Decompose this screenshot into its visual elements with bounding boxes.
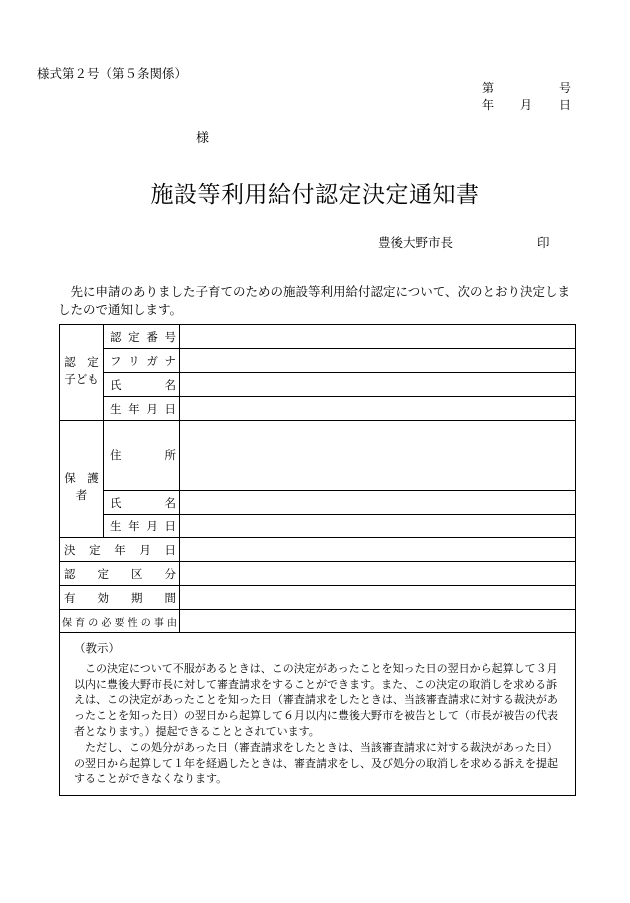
label-char: 由 — [167, 617, 177, 629]
label-char: 年 — [128, 519, 140, 533]
label-char: 氏 — [110, 377, 122, 392]
label-char: ガ — [146, 353, 158, 368]
label-char: の — [140, 617, 151, 629]
date-day: 日 — [559, 98, 572, 112]
notice-paragraph: この決定について不服があるときは、この決定があったことを知った日の翌日から起算して３月以内に豊後大野市長に対して審査請求をすることができます。また、この決定の取消しを求める訴えは、この決定があったことを知った日（審査請求をしたときは、当該審査請求に対する裁決があったことを知った日）の翌日から起算して６月以内に豊後大野市を被告として（市長が被告の代表者となります。）提起できることとされています。 — [74, 661, 558, 738]
legal-notice — [74, 641, 566, 787]
certification-form — [59, 324, 576, 796]
label-char: 要 — [114, 617, 125, 629]
date-month: 月 — [520, 98, 533, 112]
number-prefix: 第 — [482, 81, 495, 95]
label-char: 認 — [110, 329, 122, 344]
label-char: の — [88, 617, 99, 629]
notice-title: （教示） — [74, 641, 120, 655]
row-divider — [60, 632, 576, 633]
label-char: フ — [110, 353, 122, 368]
label-char: 区 — [131, 566, 143, 581]
label-child-name — [110, 373, 176, 396]
label-furigana — [110, 349, 176, 372]
label-guardian-birthdate — [110, 515, 176, 537]
guardian-group-label: 保 護 者 — [64, 471, 111, 502]
label-char: 定 — [128, 329, 140, 344]
label-char: 号 — [164, 329, 176, 344]
label-char: 日 — [164, 401, 176, 416]
label-char: 日 — [164, 542, 176, 557]
label-char: 年 — [128, 401, 140, 416]
label-char: 保 — [62, 617, 72, 629]
number-suffix: 号 — [559, 81, 572, 95]
date-year: 年 — [482, 98, 495, 112]
label-char: 分 — [164, 566, 176, 581]
label-char: 必 — [101, 617, 112, 629]
intro-text: 先に申請のありました子育てのための施設等利用給付認定について、次のとおり決定しましたので通知します。 — [58, 284, 571, 317]
label-char: 定 — [97, 566, 109, 581]
label-char: 名 — [164, 495, 176, 510]
label-char: 効 — [97, 590, 109, 605]
label-char: 性 — [127, 617, 138, 629]
document-title: 施設等利用給付認定決定通知書 — [150, 182, 480, 208]
row-divider — [60, 420, 576, 421]
form-number: 様式第２号（第５条関係） — [37, 66, 188, 81]
label-validity-period — [64, 586, 176, 609]
label-char: 認 — [64, 566, 76, 581]
label-char: 名 — [164, 377, 176, 392]
label-char: 月 — [139, 542, 151, 557]
addressee-suffix: 様 — [196, 131, 210, 146]
label-char: 有 — [64, 590, 76, 605]
label-char: 間 — [164, 590, 176, 605]
label-guardian-name — [110, 491, 176, 514]
column-divider — [179, 325, 180, 632]
label-char: 所 — [164, 448, 176, 462]
label-care-necessity-reason — [62, 610, 177, 632]
label-certification-category — [64, 562, 176, 585]
notice-paragraph: ただし、この処分があった日（審査請求をしたときは、当該審査請求に対する裁決があった日）の翌日から起算して１年を経過したときは、審査請求をし、及び処分の取消しを求める訴えを提起することができなくなります。 — [74, 740, 558, 786]
label-char: 事 — [153, 617, 164, 629]
label-char: 定 — [89, 542, 101, 557]
label-char: 月 — [146, 519, 158, 533]
label-char: 育 — [75, 617, 86, 629]
column-divider — [103, 325, 104, 537]
label-char: 決 — [64, 542, 76, 557]
label-char: 生 — [110, 519, 122, 533]
label-char: 住 — [110, 448, 122, 462]
label-char: 氏 — [110, 495, 122, 510]
child-group-line1: 認 定 — [64, 355, 99, 369]
issuer-seal: 印 — [537, 235, 550, 250]
label-char: 期 — [131, 590, 143, 605]
label-char: ナ — [164, 353, 176, 368]
label-char: 生 — [110, 401, 122, 416]
label-char: 番 — [146, 329, 158, 344]
label-char: 年 — [114, 542, 126, 557]
label-char: 月 — [146, 401, 158, 416]
label-decision-date — [64, 538, 176, 561]
label-address — [110, 445, 176, 465]
document-number-block — [482, 79, 572, 113]
label-char: 日 — [164, 519, 176, 533]
label-certification-number — [110, 325, 176, 348]
label-child-birthdate — [110, 397, 176, 420]
label-char: リ — [128, 353, 140, 368]
issuer-name: 豊後大野市長 — [378, 235, 454, 250]
child-group-line2: 子ども — [64, 372, 99, 386]
child-group-label — [60, 354, 103, 388]
